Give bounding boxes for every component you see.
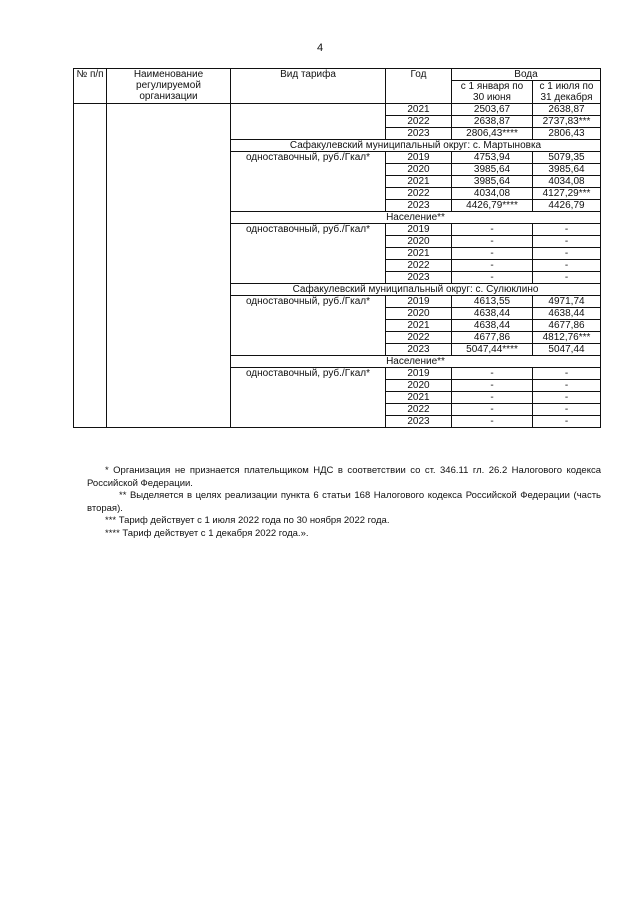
period2-cell: -: [533, 416, 601, 428]
year-cell: 2020: [386, 308, 452, 320]
year-cell: 2023: [386, 344, 452, 356]
year-cell: 2020: [386, 236, 452, 248]
period1-cell: 4677,86: [452, 332, 533, 344]
period2-cell: -: [533, 260, 601, 272]
year-cell: 2021: [386, 248, 452, 260]
footnotes: [87, 465, 601, 541]
year-cell: 2023: [386, 200, 452, 212]
period2-cell: 2806,43: [533, 128, 601, 140]
period2-cell: 4426,79: [533, 200, 601, 212]
tariff-table: [73, 68, 601, 428]
header-num: № п/п: [74, 69, 107, 104]
period2-cell: -: [533, 236, 601, 248]
period2-cell: 4677,86: [533, 320, 601, 332]
year-cell: 2023: [386, 128, 452, 140]
period1-cell: 5047,44****: [452, 344, 533, 356]
footnote-3: *** Тариф действует с 1 июля 2022 года по 30 ноября 2022 года.: [105, 515, 390, 527]
period1-cell: 4638,44: [452, 308, 533, 320]
period1-cell: -: [452, 392, 533, 404]
year-cell: 2021: [386, 392, 452, 404]
year-cell: 2019: [386, 368, 452, 380]
year-cell: 2020: [386, 164, 452, 176]
footnote-2: ** Выделяется в целях реализации пункта 6 статьи 168 Налогового кодекса Российской Федерации (часть вторая).: [87, 490, 601, 514]
period1-cell: 4426,79****: [452, 200, 533, 212]
period2-cell: -: [533, 380, 601, 392]
year-cell: 2019: [386, 152, 452, 164]
period2-cell: -: [533, 248, 601, 260]
period1-cell: -: [452, 224, 533, 236]
header-year: Год: [386, 69, 452, 104]
period2-cell: -: [533, 224, 601, 236]
year-cell: 2022: [386, 188, 452, 200]
period1-cell: 4638,44: [452, 320, 533, 332]
period1-cell: 4753,94: [452, 152, 533, 164]
period2-cell: -: [533, 368, 601, 380]
year-cell: 2021: [386, 176, 452, 188]
org-cell: [107, 104, 231, 428]
period1-cell: -: [452, 368, 533, 380]
period2-cell: 5047,44: [533, 344, 601, 356]
period2-cell: 4034,08: [533, 176, 601, 188]
year-cell: 2021: [386, 104, 452, 116]
period1-cell: 2638,87: [452, 116, 533, 128]
period1-cell: -: [452, 404, 533, 416]
period2-cell: -: [533, 392, 601, 404]
period2-cell: 3985,64: [533, 164, 601, 176]
year-cell: 2022: [386, 404, 452, 416]
year-cell: 2021: [386, 320, 452, 332]
period1-cell: 3985,64: [452, 164, 533, 176]
header-period2: с 1 июля по 31 декабря: [533, 81, 601, 104]
period2-cell: 5079,35: [533, 152, 601, 164]
period1-cell: 2806,43****: [452, 128, 533, 140]
period1-cell: -: [452, 380, 533, 392]
year-cell: 2020: [386, 380, 452, 392]
year-cell: 2023: [386, 416, 452, 428]
year-cell: 2022: [386, 260, 452, 272]
period1-cell: -: [452, 416, 533, 428]
tariff-type-cell: одноставочный, руб./Гкал*: [231, 368, 386, 428]
year-cell: 2022: [386, 116, 452, 128]
period1-cell: 4034,08: [452, 188, 533, 200]
population-title: Население**: [231, 212, 601, 224]
period2-cell: 2737,83***: [533, 116, 601, 128]
period1-cell: -: [452, 260, 533, 272]
header-org: Наименование регулируемой организации: [107, 69, 231, 104]
period1-cell: 3985,64: [452, 176, 533, 188]
period1-cell: 4613,55: [452, 296, 533, 308]
period2-cell: 4971,74: [533, 296, 601, 308]
period1-cell: -: [452, 248, 533, 260]
tariff-type-cell: одноставочный, руб./Гкал*: [231, 224, 386, 284]
footnote-4: **** Тариф действует с 1 декабря 2022 года.».: [105, 527, 309, 539]
section-title: Сафакулевский муниципальный округ: с. Мартыновка: [231, 140, 601, 152]
tariff-type-cell: [231, 104, 386, 140]
period2-cell: -: [533, 272, 601, 284]
period1-cell: -: [452, 236, 533, 248]
footnote-1: * Организация не признается плательщиком НДС в соответствии со ст. 346.11 гл. 26.2 Налогового кодекса Российской Федерации.: [87, 465, 601, 489]
period2-cell: 2638,87: [533, 104, 601, 116]
year-cell: 2023: [386, 272, 452, 284]
period2-cell: 4127,29***: [533, 188, 601, 200]
section-title: Сафакулевский муниципальный округ: с. Сулюклино: [231, 284, 601, 296]
year-cell: 2019: [386, 224, 452, 236]
population-title: Население**: [231, 356, 601, 368]
year-cell: 2019: [386, 296, 452, 308]
period1-cell: -: [452, 272, 533, 284]
year-cell: 2022: [386, 332, 452, 344]
tariff-type-cell: одноставочный, руб./Гкал*: [231, 152, 386, 212]
period2-cell: 4638,44: [533, 308, 601, 320]
period2-cell: 4812,76***: [533, 332, 601, 344]
num-cell: [74, 104, 107, 428]
header-water: Вода: [452, 69, 601, 81]
tariff-type-cell: одноставочный, руб./Гкал*: [231, 296, 386, 356]
header-tariff-type: Вид тарифа: [231, 69, 386, 104]
period1-cell: 2503,67: [452, 104, 533, 116]
table-row: [74, 104, 601, 116]
period2-cell: -: [533, 404, 601, 416]
page-number: 4: [316, 42, 324, 54]
header-period1: с 1 января по 30 июня: [452, 81, 533, 104]
